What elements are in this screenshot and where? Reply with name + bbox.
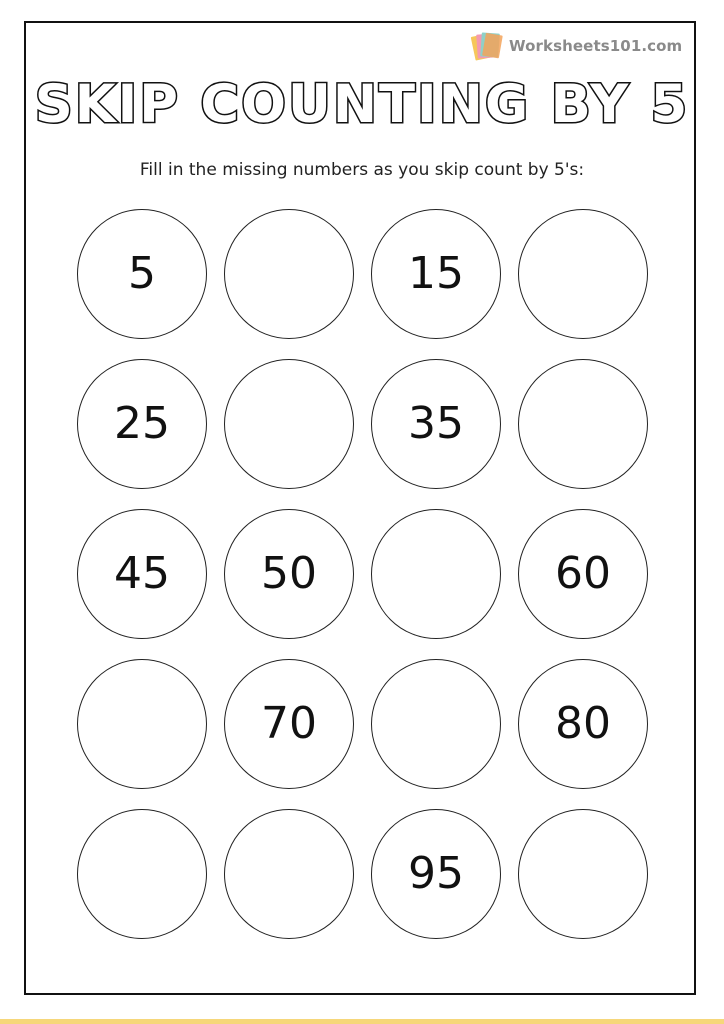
blank-answer-circle[interactable]: [518, 209, 648, 339]
number-label: 35: [408, 398, 464, 449]
number-circle: [77, 359, 207, 489]
blank-answer-circle[interactable]: [77, 659, 207, 789]
blank-answer-circle[interactable]: [77, 809, 207, 939]
stacked-papers-icon: [469, 29, 505, 63]
page-title: [0, 66, 724, 138]
number-label: 70: [261, 698, 317, 749]
number-label: 5: [128, 248, 156, 299]
number-circle: [371, 359, 501, 489]
title-text: SKIP COUNTING BY 5: [34, 74, 690, 135]
number-label: 80: [555, 698, 611, 749]
number-circle: [518, 509, 648, 639]
bottom-color-strip: [0, 1019, 724, 1024]
number-circle: [224, 659, 354, 789]
blank-answer-circle[interactable]: [371, 509, 501, 639]
number-label: 25: [114, 398, 170, 449]
blank-answer-circle[interactable]: [224, 809, 354, 939]
number-label: 95: [408, 848, 464, 899]
number-circle: [371, 209, 501, 339]
number-circle: [77, 509, 207, 639]
blank-answer-circle[interactable]: [224, 359, 354, 489]
number-circle: [371, 809, 501, 939]
number-circle: [224, 509, 354, 639]
blank-answer-circle[interactable]: [224, 209, 354, 339]
number-label: 50: [261, 548, 317, 599]
number-circle: [77, 209, 207, 339]
number-label: 60: [555, 548, 611, 599]
blank-answer-circle[interactable]: [518, 359, 648, 489]
brand-name[interactable]: Worksheets101.com: [509, 37, 683, 55]
number-grid: [77, 209, 651, 939]
instruction-text: Fill in the missing numbers as you skip count by 5's:: [139, 160, 585, 180]
blank-answer-circle[interactable]: [518, 809, 648, 939]
blank-answer-circle[interactable]: [371, 659, 501, 789]
number-label: 15: [408, 248, 464, 299]
number-circle: [518, 659, 648, 789]
number-label: 45: [114, 548, 170, 599]
brand-logo-group: [469, 29, 682, 63]
